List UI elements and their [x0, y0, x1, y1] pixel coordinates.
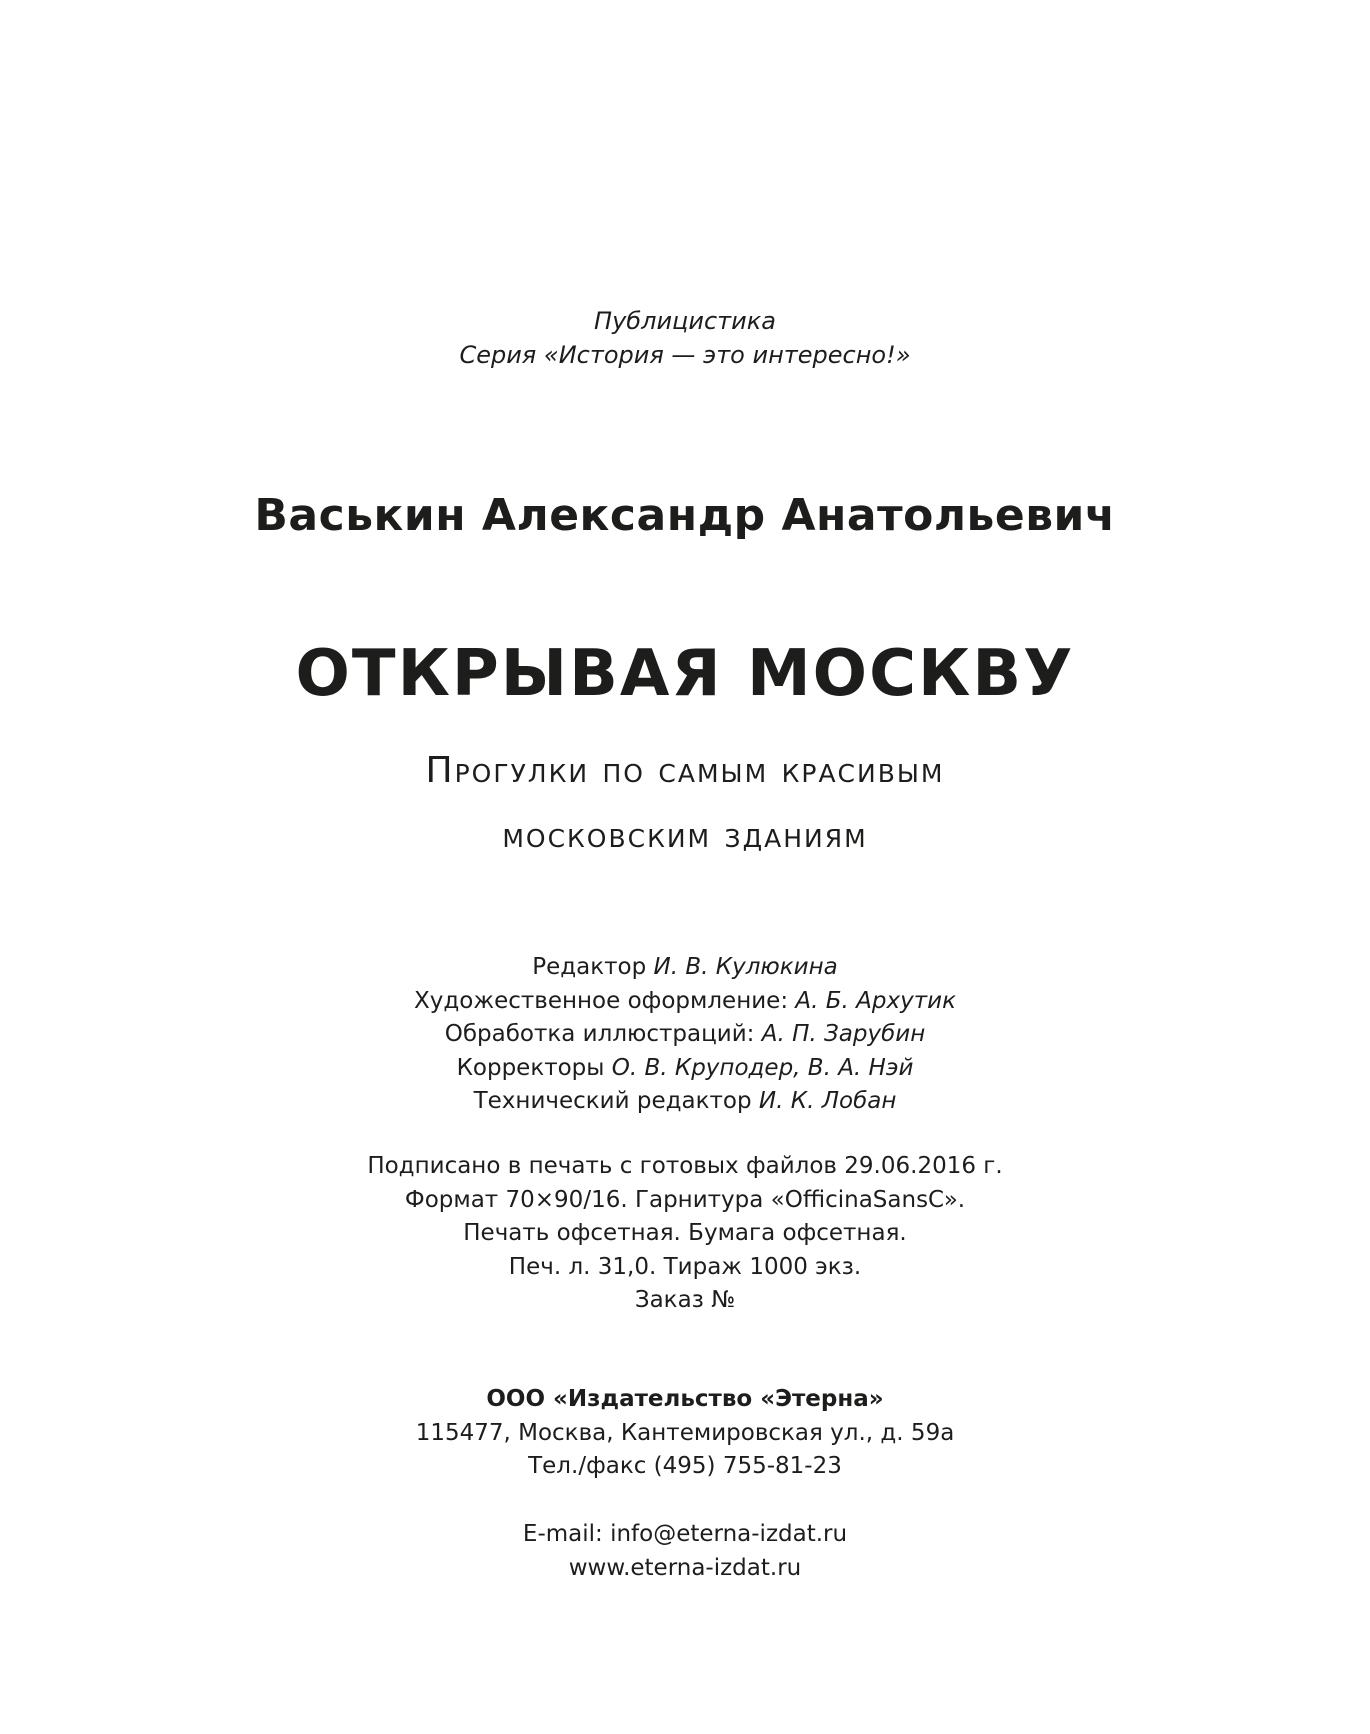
credit-role: Корректоры	[456, 1054, 605, 1081]
genre-label: Публицистика	[594, 307, 776, 335]
book-subtitle	[0, 738, 1370, 868]
credit-name: О. В. Круподер, В. А. Нэй	[611, 1054, 914, 1081]
publisher-email[interactable]: E-mail: info@eterna-izdat.ru	[522, 1521, 848, 1547]
format-typeface: Формат 70×90/16. Гарнитура «OfficinaSansC».	[404, 1186, 966, 1213]
publisher-address: 115477, Москва, Кантемировская ул., д. 59а	[415, 1419, 955, 1446]
series-label: Серия «История — это интересно!»	[459, 341, 911, 369]
publisher-website[interactable]: www.eterna-izdat.ru	[568, 1554, 802, 1581]
credit-line	[0, 985, 1370, 1019]
print-paper: Печать офсетная. Бумага офсетная.	[463, 1220, 907, 1246]
credit-line	[0, 1085, 1370, 1119]
sheets-circulation: Печ. л. 31,0. Тираж 1000 экз.	[508, 1253, 862, 1280]
credit-line	[0, 1018, 1370, 1052]
signed-to-print: Подписано в печать с готовых файлов 29.06.2016 г.	[367, 1153, 1003, 1179]
credit-role: Технический редактор	[473, 1088, 752, 1114]
series-block	[0, 304, 1370, 372]
print-details	[0, 1150, 1370, 1318]
credit-role: Обработка иллюстраций:	[444, 1021, 755, 1047]
subtitle-line-1: Прогулки по самым красивым	[425, 750, 945, 791]
credit-name: А. Б. Архутик	[795, 987, 956, 1014]
contacts-block	[0, 1518, 1370, 1585]
credit-line	[0, 951, 1370, 985]
credit-name: И. В. Кулюкина	[653, 954, 838, 980]
credit-role: Редактор	[532, 954, 647, 980]
publisher-block	[0, 1383, 1370, 1484]
author-name: Васькин Александр Анатольевич	[254, 490, 1116, 541]
credit-name: И. К. Лобан	[758, 1088, 897, 1114]
credits-block	[0, 951, 1370, 1119]
book-title: ОТКРЫВАЯ МОСКВУ	[295, 637, 1075, 711]
subtitle-line-2: московским зданиям	[502, 815, 868, 856]
publisher-phone: Тел./факс (495) 755-81-23	[528, 1453, 842, 1479]
publisher-name: ООО «Издательство «Этерна»	[486, 1386, 884, 1412]
credit-line	[0, 1052, 1370, 1086]
credit-role: Художественное оформление:	[414, 987, 789, 1014]
order-number: Заказ №	[634, 1287, 736, 1313]
credit-name: А. П. Зарубин	[761, 1021, 926, 1047]
